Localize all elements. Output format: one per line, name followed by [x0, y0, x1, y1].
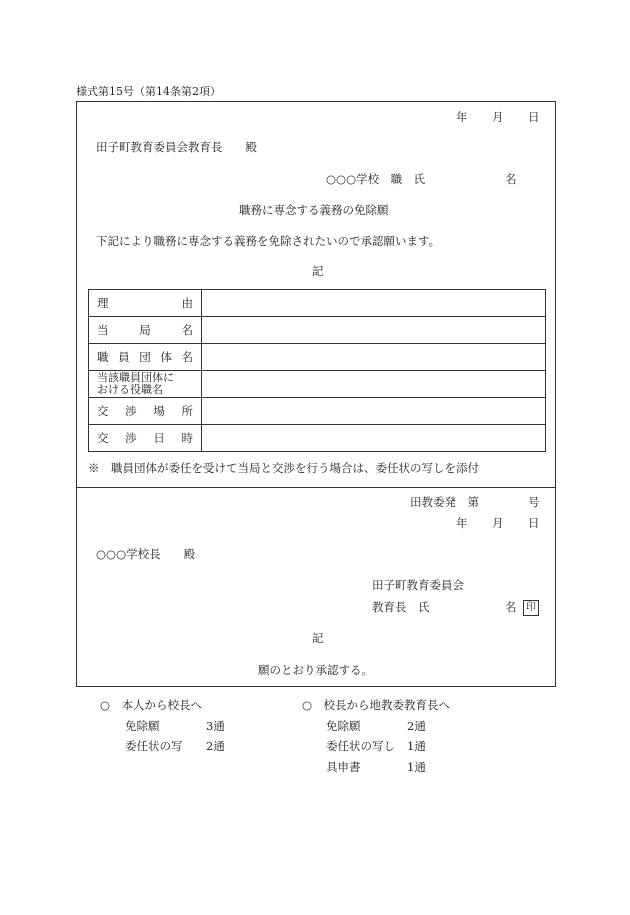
table-row	[89, 317, 546, 344]
row-label-authority	[89, 317, 202, 344]
label-line: おける役職名	[97, 383, 163, 396]
approval-date-year: 年	[456, 516, 468, 530]
application-table	[88, 289, 546, 452]
label-char: 名	[181, 323, 193, 337]
approval-reference: 田教委発 第	[410, 495, 479, 509]
row-label-datetime	[89, 425, 202, 452]
approval-date-day: 日	[528, 516, 540, 530]
list-item: 免除願	[326, 719, 361, 733]
distribution-right-heading: ○ 校長から地教委教育長へ	[302, 698, 451, 712]
label-char: 由	[181, 296, 193, 310]
label-char: 交	[97, 431, 109, 445]
label-char: 所	[181, 404, 193, 418]
approval-reference-suffix: 号	[528, 495, 540, 509]
label-char: 日	[153, 431, 165, 445]
label-char: 局	[139, 323, 151, 337]
applicant-school: ○○○学校 職 氏	[326, 172, 426, 186]
label-char: 員	[118, 350, 130, 364]
label-line: 当該職員団体に	[97, 370, 174, 384]
row-label-place	[89, 398, 202, 425]
row-label-staff-org	[89, 344, 202, 371]
list-item: 具申書	[326, 760, 361, 774]
issuer-name-label: 名	[505, 600, 517, 614]
seal-mark	[523, 600, 539, 616]
list-item-count: 3通	[206, 719, 225, 733]
application-body: 下記により職務に専念する義務を免除されたいので承認願います。	[96, 234, 441, 248]
table-row	[89, 344, 546, 371]
label-char: 理	[97, 296, 109, 310]
list-item-count: 1通	[407, 739, 426, 753]
table-row	[89, 425, 546, 452]
application-title: 職務に専念する義務の免除願	[239, 203, 389, 217]
table-row	[89, 398, 546, 425]
application-ki: 記	[312, 264, 324, 278]
label-char: 場	[153, 404, 165, 418]
list-item-count: 1通	[407, 760, 426, 774]
issuer-org: 田子町教育委員会	[372, 578, 464, 592]
approved-text: 願のとおり承認する。	[258, 663, 373, 677]
label-char: 職	[97, 350, 109, 364]
label-char: 渉	[125, 431, 137, 445]
label-char: 渉	[125, 404, 137, 418]
list-item-count: 2通	[206, 739, 225, 753]
issuer-title: 教育長 氏	[372, 600, 430, 614]
row-value-place[interactable]	[202, 398, 546, 425]
approval-ki: 記	[312, 631, 324, 645]
application-date-year: 年	[456, 110, 468, 124]
application-addressee: 田子町教育委員会教育長 殿	[96, 140, 257, 154]
application-date-day: 日	[528, 110, 540, 124]
row-value-reason[interactable]	[202, 290, 546, 317]
label-char: 交	[97, 404, 109, 418]
list-item: 委任状の写	[125, 739, 183, 753]
label-char: 当	[97, 323, 109, 337]
row-value-staff-org[interactable]	[202, 344, 546, 371]
row-value-authority[interactable]	[202, 317, 546, 344]
label-char: 時	[181, 431, 193, 445]
application-note: ※ 職員団体が委任を受けて当局と交渉を行う場合は、委任状の写しを添付	[88, 461, 479, 475]
distribution-left-heading: ○ 本人から校長へ	[100, 698, 203, 712]
row-value-position[interactable]	[202, 371, 546, 398]
applicant-name-label: 名	[505, 172, 517, 186]
table-row	[89, 371, 546, 398]
list-item-count: 2通	[407, 719, 426, 733]
table-row	[89, 290, 546, 317]
form-code: 様式第15号（第14条第2項）	[76, 85, 221, 98]
label-char: 体	[160, 350, 172, 364]
label-char: 名	[181, 350, 193, 364]
application-date-month: 月	[492, 110, 504, 124]
section-divider	[76, 487, 556, 488]
row-label-position	[89, 371, 202, 398]
label-char: 団	[139, 350, 151, 364]
approval-date-month: 月	[492, 516, 504, 530]
approval-addressee: ○○○学校長 殿	[96, 547, 196, 561]
list-item: 委任状の写し	[326, 739, 395, 753]
list-item: 免除願	[125, 719, 160, 733]
row-label-reason	[89, 290, 202, 317]
seal-box: 印	[523, 600, 539, 616]
row-value-datetime[interactable]	[202, 425, 546, 452]
